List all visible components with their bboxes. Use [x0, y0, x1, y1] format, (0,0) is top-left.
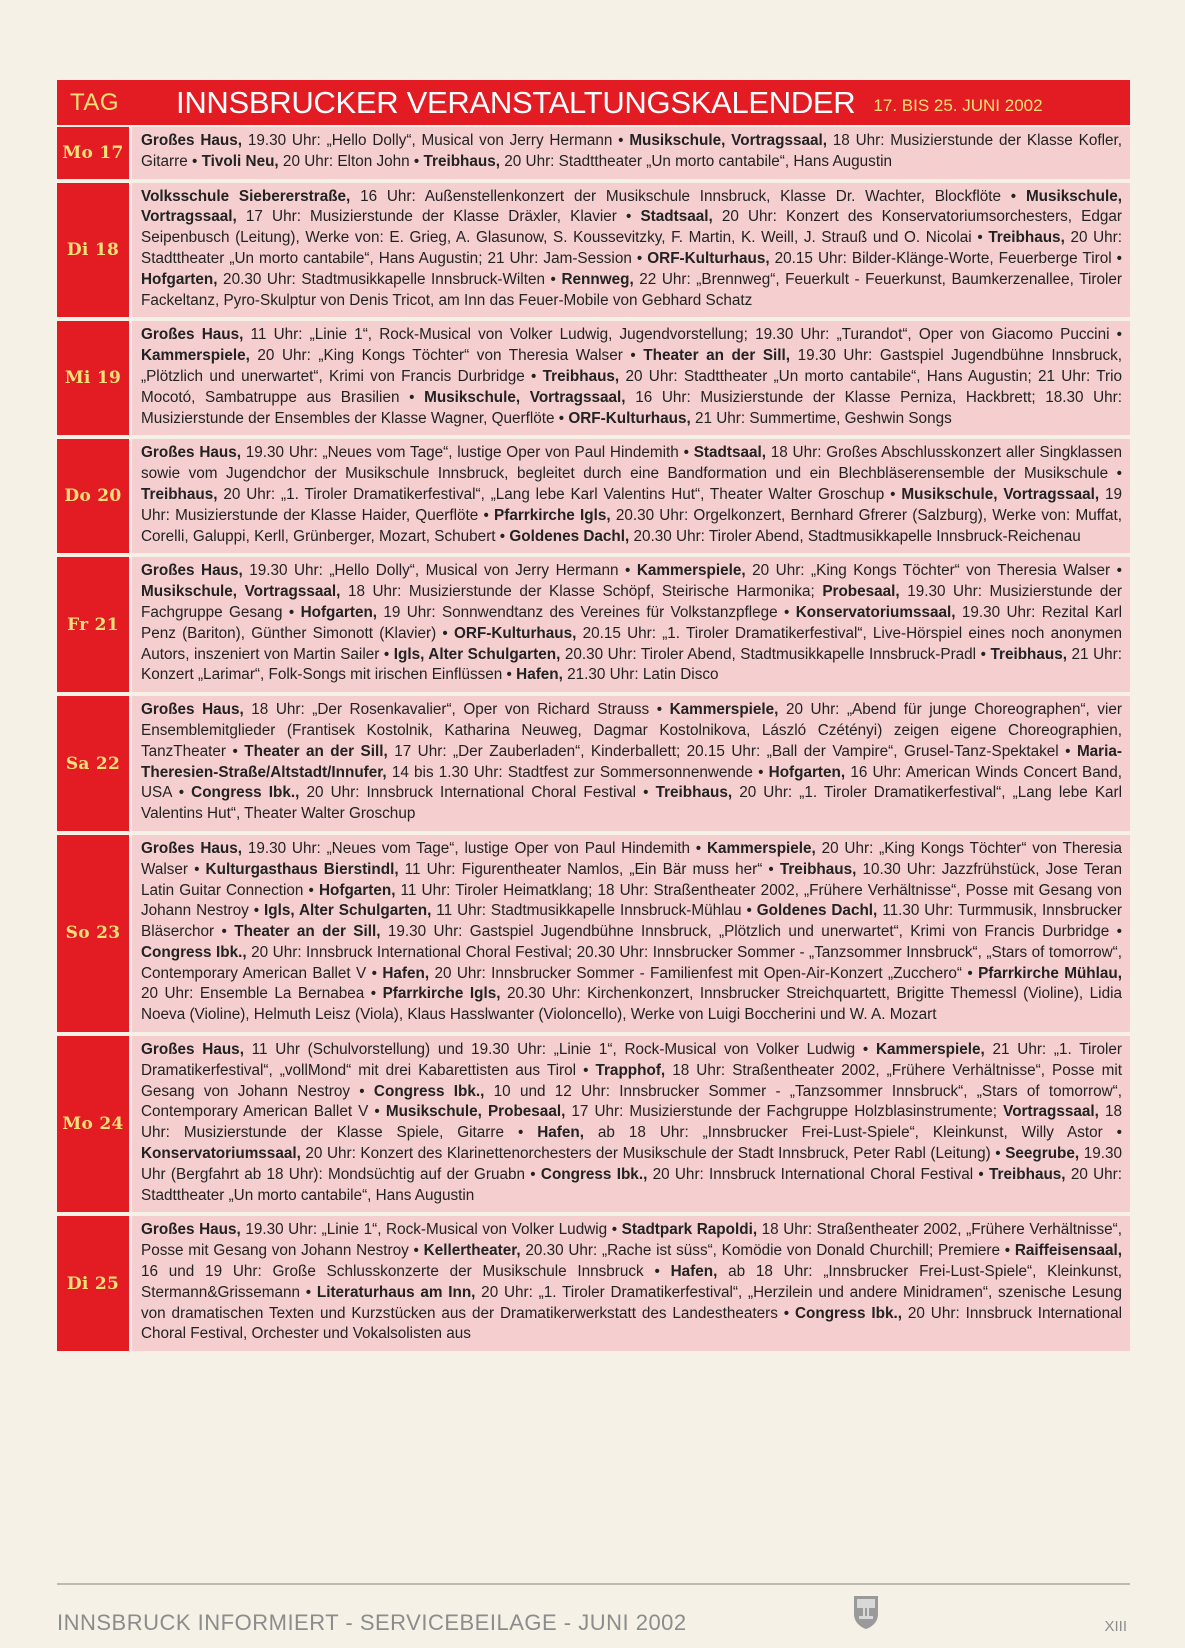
day-label: So 23: [57, 835, 132, 1032]
venue-name: Congress Ibk.,: [373, 1082, 485, 1100]
venue-name: Rennweg,: [561, 270, 634, 288]
event-details: 11 Uhr: Stadtmusikkapelle Innsbruck-Mühlau •: [431, 902, 757, 920]
event-details: 20 Uhr: Stadttheater „Un morto cantabile“, Hans Augustin; 21 Uhr: Trio Mocotó, Sambatruppe aus Brasilien •: [141, 367, 1122, 406]
venue-name: Literaturhaus am Inn,: [316, 1283, 476, 1301]
venue-name: Musikschule, Vortragssaal,: [141, 187, 1122, 226]
calendar-title: INNSBRUCKER VERANSTALTUNGSKALENDER: [176, 84, 856, 120]
venue-name: Konservatoriumssaal,: [141, 1145, 301, 1163]
venue-name: Treibhaus,: [141, 485, 218, 503]
event-details: 18 Uhr: Straßentheater 2002, „Frühere Verhältnisse“, Posse mit Gesang von Johann Nestroy •: [141, 1061, 1123, 1100]
day-events: [132, 183, 1130, 318]
day-row: [57, 557, 1130, 692]
day-events: [132, 1036, 1130, 1212]
venue-name: Großes Haus,: [141, 839, 243, 857]
venue-name: Probesaal,: [822, 583, 900, 601]
day-row: [57, 835, 1130, 1032]
event-details: 20.15 Uhr: „1. Tiroler Dramatikerfestival“, Live-Hörspiel eines noch anonymen Autors, inszeniert von Martin Sailer •: [141, 624, 1123, 663]
event-details: 20 Uhr: Konzert des Konservatoriumsorchesters, Edgar Seipenbusch (Leitung), Werke von: E. Grieg, A. Glasunow, S. Koussevitzky, F. Martin, K. Weill, J. Strauß und O. Nicolai •: [141, 208, 1122, 247]
event-details: 20 Uhr: Innsbruck International Choral Festival; 20.30 Uhr: Innsbrucker Sommer - „Tanzsommer Innsbruck“, „Stars of tomorrow“, Contemporary American Ballet V •: [141, 943, 1122, 982]
event-details: 20 Uhr: „1. Tiroler Dramatikerfestival“, „Lang lebe Karl Valentins Hut“, Theater Walter Groschup: [141, 784, 1123, 823]
page-number: XIII: [1104, 1618, 1127, 1635]
event-details: ab 18 Uhr: „Innsbrucker Frei-Lust-Spiele“, Kleinkunst, Willy Astor •: [583, 1124, 1122, 1142]
event-details: 19.30 Uhr: „Hello Dolly“, Musical von Jerry Hermann •: [242, 132, 630, 149]
event-details: 18 Uhr: Musizierstunde der Klasse Schöpf, Steirische Harmonika;: [340, 583, 823, 601]
venue-name: Trapphof,: [595, 1061, 666, 1079]
day-row: [57, 439, 1130, 553]
venue-name: Treibhaus,: [779, 860, 857, 878]
venue-name: Congress Ibk.,: [540, 1165, 648, 1183]
event-details: 14 bis 1.30 Uhr: Stadtfest zur Sommersonnenwende •: [386, 763, 769, 781]
event-details: 20 Uhr: Stadttheater „Un morto cantabile“, Hans Augustin: [141, 1165, 1123, 1204]
event-details: 20.30 Uhr: Kirchenkonzert, Innsbrucker Streichquartett, Brigitte Themessl (Violine), Lidia Noeva (Violine), Helmuth Leisz (Viola), Klaus Hasslwanter (Violoncello), Werke von Luigi Boccherini und W. A. Mozart: [141, 985, 1122, 1024]
venue-name: Großes Haus,: [141, 444, 241, 462]
day-row: [57, 1036, 1130, 1212]
event-details: 16 Uhr: Musizierstunde der Klasse Perniza, Hackbrett; 18.30 Uhr: Musizierstunde der Ensembles der Klasse Wagner, Querflöte •: [141, 388, 1123, 427]
event-details: 20.30 Uhr: „Rache ist süss“, Komödie von Donald Churchill; Premiere •: [520, 1242, 1015, 1260]
day-label: Mi 19: [57, 321, 132, 435]
event-details: 20 Uhr: Konzert des Klarinettenorchesters der Musikschule der Stadt Innsbruck, Peter Rabl (Leitung) •: [300, 1145, 1006, 1163]
event-details: 16 Uhr: American Winds Concert Band, USA •: [141, 763, 1122, 802]
event-details: 11 Uhr: „Linie 1“, Rock-Musical von Volker Ludwig, Jugendvorstellung; 19.30 Uhr: „Turandot“, Oper von Giacomo Puccini •: [243, 326, 1122, 344]
venue-name: Hofgarten,: [141, 270, 218, 288]
venue-name: Musikschule, Vortragssaal,: [901, 485, 1100, 503]
event-details: 19.30 Uhr: Musizierstunde der Fachgruppe Gesang •: [141, 583, 1122, 621]
event-details: 18 Uhr: „Der Rosenkavalier“, Oper von Richard Strauss •: [243, 701, 670, 719]
event-details: 10.30 Uhr: Jazzfrühstück, Jose Teran Latin Guitar Connection •: [141, 860, 1122, 899]
venue-name: Kammerspiele,: [875, 1041, 985, 1059]
innsbruck-crest-icon: [852, 1594, 880, 1630]
venue-name: Pfarrkirche Igls,: [382, 985, 501, 1003]
event-details: 20 Uhr: „1. Tiroler Dramatikerfestival“, „Herzilein und andere Minidramen“, szenische Lesung von dramatischen Texten und Kurzstücken aus der Dramatikerwerkstatt des Landestheaters •: [141, 1283, 1122, 1322]
event-details: 20 Uhr: Elton John •: [278, 152, 424, 170]
venue-name: Großes Haus,: [141, 326, 244, 344]
calendar-header: [57, 80, 1130, 125]
event-details: 20 Uhr: „Abend für junge Choreographen“, vier Ensemblemitglieder (Frantisek Kostolnik, Katharina Neuweg, Dagmar Kostolnikova, László Czétényi) zeigen eigene Choreographien, TanzTheater •: [141, 701, 1122, 760]
event-details: 17 Uhr: Musizierstunde der Fachgruppe Holzblasinstrumente;: [565, 1103, 1004, 1121]
venue-name: Congress Ibk.,: [794, 1304, 903, 1322]
day-label: Sa 22: [57, 696, 132, 831]
event-details: 21 Uhr: Konzert „Larimar“, Folk-Songs mit irischen Einflüssen •: [141, 645, 1122, 684]
day-row: [57, 1216, 1130, 1351]
venue-name: Musikschule, Vortragssaal,: [141, 583, 341, 601]
calendar-date-range: 17. BIS 25. JUNI 2002: [873, 95, 1043, 115]
day-events: [132, 835, 1130, 1032]
event-details: 20.30 Uhr: Stadtmusikkapelle Innsbruck-Wilten •: [217, 270, 562, 288]
venue-name: Raiffeisensaal,: [1014, 1242, 1123, 1260]
venue-name: ORF-Kulturhaus,: [454, 624, 577, 642]
day-label: Do 20: [57, 439, 132, 553]
day-label: Fr 21: [57, 557, 132, 692]
event-details: 19.30 Uhr: Gastspiel Jugendbühne Innsbruck, „Plötzlich und unerwartet“, Krimi von Francis Durbridge •: [141, 347, 1122, 385]
event-details: 20.30 Uhr: Orgelkonzert, Bernhard Gfrerer (Salzburg), Werke von: Muffat, Corelli, Galuppi, Kerll, Grünberger, Mozart, Schubert •: [141, 506, 1122, 545]
venue-name: Musikschule, Vortragssaal,: [424, 388, 626, 406]
event-details: 20 Uhr: Innsbruck International Choral Festival •: [299, 784, 656, 802]
venue-name: Volksschule Siebererstraße,: [141, 187, 351, 205]
event-details: 11 Uhr: Figurentheater Namlos, „Ein Bär muss her“ •: [398, 860, 780, 878]
venue-name: Musikschule, Probesaal,: [385, 1103, 566, 1121]
event-details: 20 Uhr: „King Kongs Töchter“ von Theresia Walser •: [249, 347, 644, 365]
venue-name: Treibhaus,: [542, 367, 620, 385]
event-details: 19.30 Uhr (Bergfahrt ab 18 Uhr): Mondsüchtig auf der Gruabn •: [141, 1145, 1122, 1183]
event-calendar: [57, 80, 1130, 1351]
venue-name: Goldenes Dachl,: [756, 902, 878, 920]
event-details: 21.30 Uhr: Latin Disco: [562, 666, 719, 684]
venue-name: Stadtsaal,: [640, 208, 713, 226]
venue-name: Vortragssaal,: [1003, 1103, 1099, 1121]
event-details: 21 Uhr: „1. Tiroler Dramatikerfestival“, „vollMond“ mit drei Kabarettisten aus Tirol •: [141, 1041, 1122, 1079]
venue-name: Stadtpark Rapoldi,: [621, 1221, 758, 1239]
event-details: 20 Uhr: „1. Tiroler Dramatikerfestival“, „Lang lebe Karl Valentins Hut“, Theater Walter Groschup •: [217, 485, 902, 503]
day-row: [57, 183, 1130, 318]
event-details: 18 Uhr: Straßentheater 2002, „Frühere Verhältnisse“, Posse mit Gesang von Johann Nestroy •: [141, 1221, 1123, 1260]
venue-name: Maria-Theresien-Straße/Altstadt/Innufer,: [141, 742, 1122, 781]
day-column-label: TAG: [69, 88, 120, 116]
event-details: ab 18 Uhr: „Innsbrucker Frei-Lust-Spiele“, Kleinkunst, Stermann&Grissemann •: [141, 1263, 1122, 1301]
day-events: [132, 439, 1130, 553]
venue-name: Treibhaus,: [990, 645, 1068, 663]
event-details: 10 und 12 Uhr: Innsbrucker Sommer - „Tanzsommer Innsbruck“, „Stars of tomorrow“, Contemporary American Ballet V •: [141, 1082, 1123, 1121]
venue-name: Kammerspiele,: [706, 839, 816, 857]
event-details: 20 Uhr: Stadttheater „Un morto cantabile“, Hans Augustin: [500, 152, 892, 170]
day-events: [132, 1216, 1130, 1351]
event-details: 17 Uhr: Musizierstunde der Klasse Dräxler, Klavier •: [236, 208, 641, 226]
event-details: 22 Uhr: „Brennweg“, Feuerkult - Feuerkunst, Baumkerzenallee, Tiroler Fackeltanz, Pyro-Skulptur von Denis Tricot, am Inn das Feuer-Mobile von Gebhard Schatz: [141, 270, 1122, 309]
venue-name: Theater an der Sill,: [244, 742, 388, 760]
venue-name: Treibhaus,: [423, 152, 501, 170]
day-events: [132, 557, 1130, 692]
venue-name: Hafen,: [537, 1124, 584, 1142]
venue-name: Igls, Alter Schulgarten,: [264, 902, 432, 920]
day-row: [57, 127, 1130, 179]
venue-name: Treibhaus,: [655, 784, 733, 802]
event-details: 19.30 Uhr: Gastspiel Jugendbühne Innsbruck, „Plötzlich und unerwartet“, Krimi von Francis Durbridge •: [380, 923, 1122, 941]
venue-name: Goldenes Dachl,: [509, 527, 630, 545]
event-details: 16 und 19 Uhr: Große Schlusskonzerte der Musikschule Innsbruck •: [141, 1263, 671, 1281]
venue-name: Pfarrkirche Mühlau,: [978, 964, 1123, 982]
day-label: Di 25: [57, 1216, 132, 1351]
event-details: 19.30 Uhr: Rezital Karl Penz (Bariton), Günther Simonott (Klavier) •: [141, 603, 1122, 642]
event-details: 20 Uhr: „King Kongs Töchter“ von Theresia Walser •: [141, 839, 1122, 878]
venue-name: Kammerspiele,: [636, 562, 746, 580]
venue-name: Hafen,: [382, 964, 430, 982]
event-details: 20 Uhr: Innsbrucker Sommer - Familienfest mit Open-Air-Konzert „Zucchero“ •: [429, 964, 979, 982]
event-details: 19.30 Uhr: „Neues vom Tage“, lustige Oper von Paul Hindemith •: [241, 444, 694, 462]
day-row: [57, 696, 1130, 831]
venue-name: Stadtsaal,: [693, 444, 766, 462]
footer-divider: [57, 1583, 1130, 1585]
venue-name: Kammerspiele,: [141, 347, 250, 365]
day-label: Di 18: [57, 183, 132, 318]
event-details: 20 Uhr: Innsbruck International Choral Festival •: [647, 1165, 990, 1183]
event-details: 20.15 Uhr: Bilder-Klänge-Worte, Feuerberge Tirol •: [769, 249, 1122, 267]
venue-name: Congress Ibk.,: [141, 943, 247, 961]
calendar-rows: [57, 127, 1130, 1351]
event-details: 20 Uhr: Stadttheater „Un morto cantabile“, Hans Augustin; 21 Uhr: Jam-Session •: [141, 229, 1122, 267]
event-details: 17 Uhr: „Der Zauberladen“, Kinderballett; 20.15 Uhr: „Ball der Vampire“, Grusel-Tanz-Spektakel •: [387, 742, 1077, 760]
venue-name: Tivoli Neu,: [201, 152, 279, 170]
venue-name: Hafen,: [670, 1263, 718, 1281]
event-details: 18 Uhr: Großes Abschlusskonzert aller Singklassen sowie vom Jugendchor der Musikschule Innsbruck, begleitet durch eine Bandformation und ein Blechbläserensemble der Musikschule •: [141, 444, 1122, 483]
event-details: 20.30 Uhr: Tiroler Abend, Stadtmusikkapelle Innsbruck-Pradl •: [560, 645, 991, 663]
event-details: 18 Uhr: Musizierstunde der Klasse Spiele, Gitarre •: [141, 1103, 1122, 1142]
venue-name: Hofgarten,: [318, 881, 396, 899]
event-details: 18 Uhr: Musizierstunde der Klasse Kofler, Gitarre •: [141, 132, 1122, 170]
event-details: 20 Uhr: „King Kongs Töchter“ von Theresia Walser •: [745, 562, 1122, 580]
venue-name: ORF-Kulturhaus,: [647, 249, 770, 267]
footer-publication: INNSBRUCK INFORMIERT - SERVICEBEILAGE - JUNI 2002: [57, 1610, 687, 1635]
day-events: [132, 321, 1130, 435]
event-details: 11 Uhr (Schulvorstellung) und 19.30 Uhr: „Linie 1“, Rock-Musical von Volker Ludwig •: [243, 1041, 876, 1059]
venue-name: Pfarrkirche Igls,: [494, 506, 611, 524]
venue-name: Großes Haus,: [141, 1041, 244, 1059]
venue-name: Musikschule, Vortragssaal,: [629, 132, 827, 149]
event-details: 19 Uhr: Sonnwendtanz des Vereines für Volkstanzpflege •: [377, 603, 796, 621]
venue-name: Theater an der Sill,: [643, 347, 791, 365]
day-events: [132, 127, 1130, 179]
event-details: 20 Uhr: Ensemble La Bernabea •: [141, 985, 383, 1003]
event-details: 20 Uhr: Innsbruck International Choral Festival, Orchester und Vokalsolisten aus: [141, 1304, 1122, 1343]
venue-name: ORF-Kulturhaus,: [568, 409, 691, 427]
venue-name: Hofgarten,: [768, 763, 846, 781]
day-row: [57, 321, 1130, 435]
venue-name: Großes Haus,: [141, 132, 243, 149]
venue-name: Kammerspiele,: [669, 701, 779, 719]
venue-name: Treibhaus,: [988, 229, 1065, 247]
venue-name: Konservatoriumssaal,: [795, 603, 956, 621]
event-details: 16 Uhr: Außenstellenkonzert der Musikschule Innsbruck, Klasse Dr. Wachter, Blockflöte •: [350, 187, 1026, 205]
day-label: Mo 24: [57, 1036, 132, 1212]
venue-name: Großes Haus,: [141, 1221, 241, 1239]
event-details: 20.30 Uhr: Tiroler Abend, Stadtmusikkapelle Innsbruck-Reichenau: [629, 527, 1081, 545]
venue-name: Seegrube,: [1005, 1145, 1080, 1163]
venue-name: Kellertheater,: [423, 1242, 521, 1260]
event-details: 21 Uhr: Summertime, Geshwin Songs: [690, 409, 952, 427]
event-details: 11 Uhr: Tiroler Heimatklang; 18 Uhr: Straßentheater 2002, „Frühere Verhältnisse“, Posse mit Gesang von Johann Nestroy •: [141, 881, 1122, 920]
venue-name: Hafen,: [516, 666, 563, 684]
venue-name: Hofgarten,: [300, 603, 378, 621]
event-details: 19 Uhr: Musizierstunde der Klasse Haider, Querflöte •: [141, 485, 1122, 524]
event-details: 19.30 Uhr: „Linie 1“, Rock-Musical von Volker Ludwig •: [240, 1221, 622, 1239]
venue-name: Theater an der Sill,: [234, 923, 381, 941]
event-details: 19.30 Uhr: „Neues vom Tage“, lustige Oper von Paul Hindemith •: [242, 839, 707, 857]
venue-name: Großes Haus,: [141, 562, 243, 580]
event-details: 11.30 Uhr: Turmmusik, Innsbrucker Bläserchor •: [141, 902, 1122, 941]
venue-name: Congress Ibk.,: [191, 784, 300, 802]
venue-name: Treibhaus,: [989, 1165, 1066, 1183]
venue-name: Kulturgasthaus Bierstindl,: [205, 860, 399, 878]
venue-name: Großes Haus,: [141, 701, 244, 719]
venue-name: Igls, Alter Schulgarten,: [393, 645, 561, 663]
event-details: 19.30 Uhr: „Hello Dolly“, Musical von Jerry Hermann •: [242, 562, 637, 580]
day-events: [132, 696, 1130, 831]
day-label: Mo 17: [57, 127, 132, 179]
